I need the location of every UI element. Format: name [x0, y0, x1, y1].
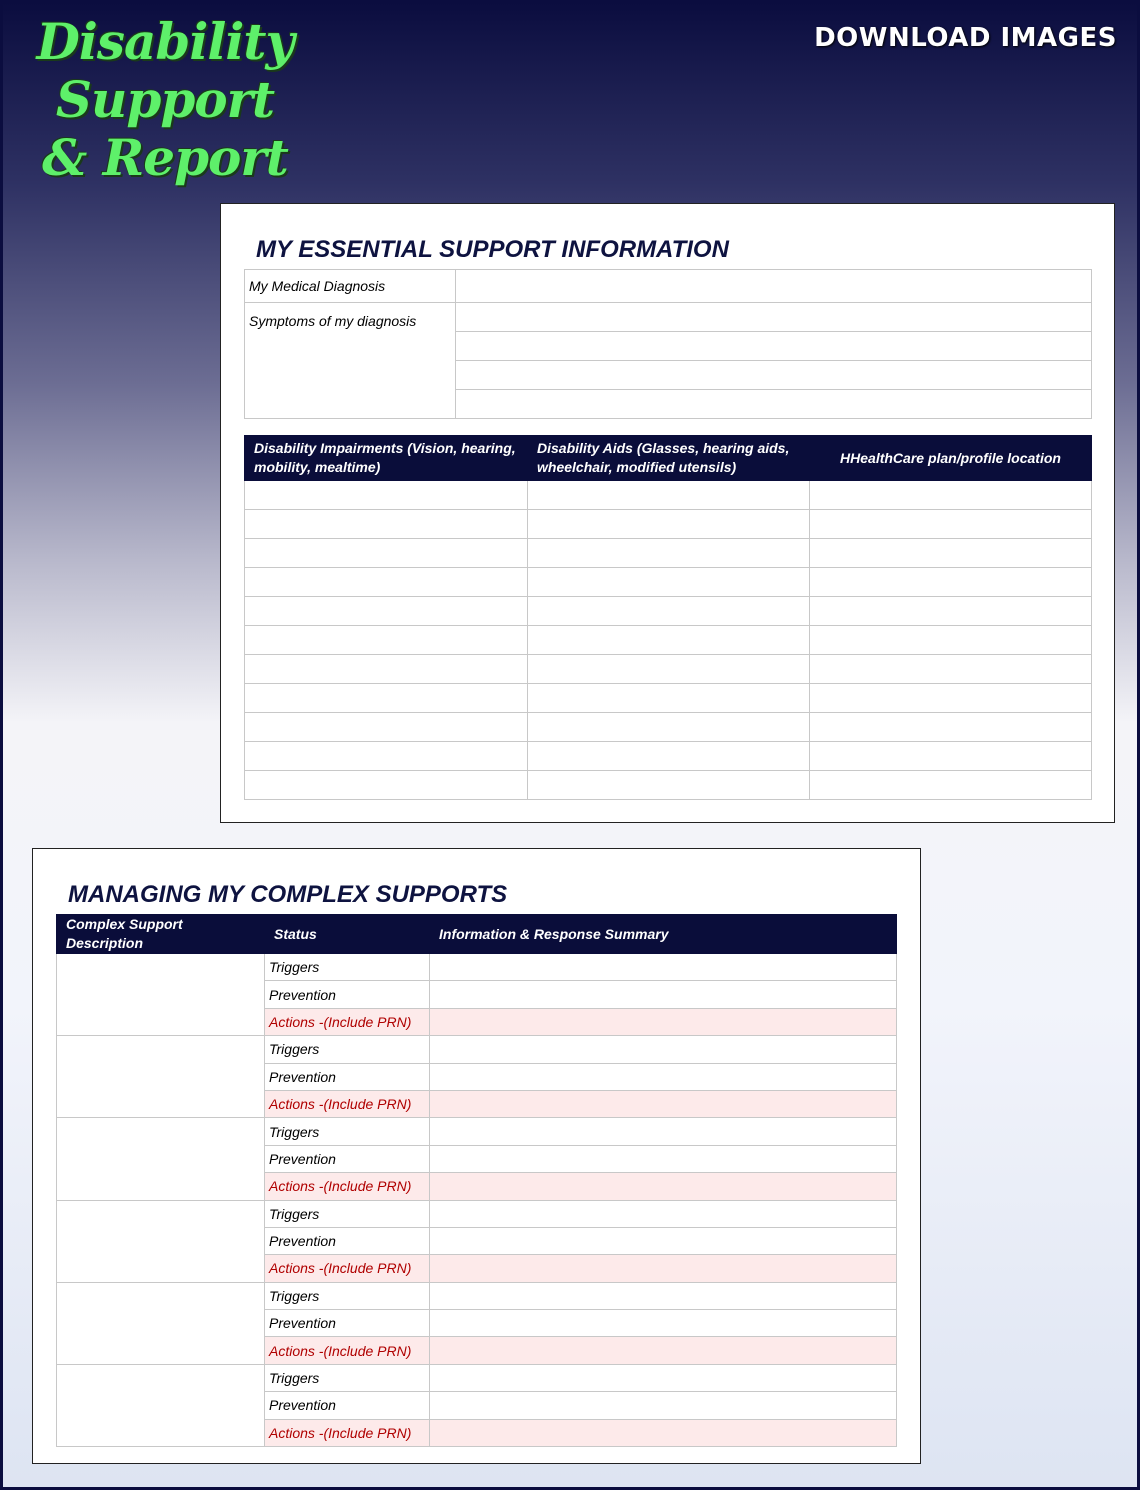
table-row	[245, 597, 1092, 626]
table-cell[interactable]	[245, 684, 528, 713]
table-cell[interactable]	[810, 510, 1092, 539]
status-label: Triggers	[265, 1118, 430, 1145]
table-cell[interactable]	[810, 771, 1092, 800]
status-label: Prevention	[265, 981, 430, 1008]
header-status: Status	[265, 915, 430, 954]
support-description-cell[interactable]	[57, 1036, 265, 1118]
summary-cell[interactable]	[430, 1255, 897, 1282]
table-row	[245, 742, 1092, 771]
summary-cell[interactable]	[430, 954, 897, 981]
table-cell[interactable]	[245, 539, 528, 568]
status-label: Triggers	[265, 1364, 430, 1391]
complex-supports-table	[56, 914, 897, 1447]
complex-title: MANAGING MY COMPLEX SUPPORTS	[68, 881, 508, 908]
table-cell[interactable]	[810, 568, 1092, 597]
header-summary: Information & Response Summary	[430, 915, 897, 954]
support-row	[57, 954, 897, 981]
support-row	[57, 1200, 897, 1227]
table-cell[interactable]	[810, 684, 1092, 713]
support-description-cell[interactable]	[57, 1118, 265, 1200]
table-cell[interactable]	[528, 771, 810, 800]
support-row	[57, 1036, 897, 1063]
table-cell[interactable]	[245, 510, 528, 539]
header-description: Complex Support Description	[57, 915, 265, 954]
status-label: Triggers	[265, 954, 430, 981]
status-label: Prevention	[265, 1227, 430, 1254]
status-label: Triggers	[265, 1200, 430, 1227]
table-cell[interactable]	[528, 626, 810, 655]
support-row	[57, 1282, 897, 1309]
table-cell[interactable]	[810, 742, 1092, 771]
summary-cell[interactable]	[430, 1282, 897, 1309]
symptoms-label: Symptoms of my diagnosis	[245, 303, 456, 419]
symptoms-field[interactable]	[456, 390, 1092, 419]
logo-line: Support	[55, 70, 275, 129]
symptoms-field[interactable]	[456, 361, 1092, 390]
table-cell[interactable]	[528, 713, 810, 742]
summary-cell[interactable]	[430, 1090, 897, 1117]
table-cell[interactable]	[810, 481, 1092, 510]
table-cell[interactable]	[810, 539, 1092, 568]
support-row	[57, 1364, 897, 1391]
status-label: Prevention	[265, 1392, 430, 1419]
essential-support-card	[220, 203, 1115, 823]
header-aids: Disability Aids (Glasses, hearing aids, wheelchair, modified utensils)	[528, 436, 810, 481]
symptoms-field[interactable]	[456, 332, 1092, 361]
table-row	[245, 771, 1092, 800]
table-cell[interactable]	[528, 481, 810, 510]
table-cell[interactable]	[528, 539, 810, 568]
support-description-cell[interactable]	[57, 1282, 265, 1364]
table-cell[interactable]	[245, 713, 528, 742]
table-cell[interactable]	[245, 481, 528, 510]
diagnosis-table	[244, 269, 1092, 419]
logo	[25, 13, 305, 187]
support-description-cell[interactable]	[57, 954, 265, 1036]
status-label: Prevention	[265, 1310, 430, 1337]
diagnosis-label: My Medical Diagnosis	[245, 270, 456, 303]
table-cell[interactable]	[528, 655, 810, 684]
table-cell[interactable]	[245, 597, 528, 626]
table-cell[interactable]	[245, 568, 528, 597]
status-label: Actions -(Include PRN)	[265, 1419, 430, 1446]
summary-cell[interactable]	[430, 1200, 897, 1227]
table-cell[interactable]	[528, 684, 810, 713]
table-row	[245, 655, 1092, 684]
summary-cell[interactable]	[430, 1364, 897, 1391]
status-label: Triggers	[265, 1282, 430, 1309]
complex-supports-card	[32, 848, 921, 1464]
table-cell[interactable]	[528, 597, 810, 626]
summary-cell[interactable]	[430, 1173, 897, 1200]
table-row	[245, 568, 1092, 597]
summary-cell[interactable]	[430, 1419, 897, 1446]
table-row	[245, 481, 1092, 510]
table-cell[interactable]	[245, 771, 528, 800]
table-cell[interactable]	[245, 626, 528, 655]
table-cell[interactable]	[528, 568, 810, 597]
summary-cell[interactable]	[430, 981, 897, 1008]
summary-cell[interactable]	[430, 1337, 897, 1364]
diagnosis-field[interactable]	[456, 270, 1092, 303]
summary-cell[interactable]	[430, 1008, 897, 1035]
impairments-table	[244, 435, 1092, 800]
status-label: Actions -(Include PRN)	[265, 1255, 430, 1282]
table-cell[interactable]	[810, 655, 1092, 684]
logo-line: Disability	[36, 12, 294, 71]
table-row	[245, 713, 1092, 742]
status-label: Actions -(Include PRN)	[265, 1173, 430, 1200]
summary-cell[interactable]	[430, 1118, 897, 1145]
summary-cell[interactable]	[430, 1227, 897, 1254]
essential-title: MY ESSENTIAL SUPPORT INFORMATION	[256, 236, 729, 263]
table-row	[245, 510, 1092, 539]
header-plan-location: HHealthCare plan/profile location	[810, 436, 1092, 481]
support-description-cell[interactable]	[57, 1364, 265, 1446]
summary-cell[interactable]	[430, 1145, 897, 1172]
summary-cell[interactable]	[430, 1063, 897, 1090]
status-label: Actions -(Include PRN)	[265, 1337, 430, 1364]
support-description-cell[interactable]	[57, 1200, 265, 1282]
support-row	[57, 1118, 897, 1145]
table-cell[interactable]	[810, 713, 1092, 742]
table-cell[interactable]	[810, 626, 1092, 655]
summary-cell[interactable]	[430, 1036, 897, 1063]
status-label: Actions -(Include PRN)	[265, 1090, 430, 1117]
table-cell[interactable]	[810, 597, 1092, 626]
status-label: Triggers	[265, 1036, 430, 1063]
status-label: Prevention	[265, 1145, 430, 1172]
symptoms-field[interactable]	[456, 303, 1092, 332]
table-row	[245, 539, 1092, 568]
status-label: Prevention	[265, 1063, 430, 1090]
download-images-link[interactable]: DOWNLOAD IMAGES	[814, 23, 1117, 53]
table-cell[interactable]	[528, 510, 810, 539]
header-impairments: Disability Impairments (Vision, hearing, mobility, mealtime)	[245, 436, 528, 481]
summary-cell[interactable]	[430, 1392, 897, 1419]
table-row	[245, 684, 1092, 713]
table-cell[interactable]	[245, 655, 528, 684]
table-cell[interactable]	[528, 742, 810, 771]
summary-cell[interactable]	[430, 1310, 897, 1337]
logo-line: & Report	[42, 128, 288, 187]
table-cell[interactable]	[245, 742, 528, 771]
table-row	[245, 626, 1092, 655]
status-label: Actions -(Include PRN)	[265, 1008, 430, 1035]
